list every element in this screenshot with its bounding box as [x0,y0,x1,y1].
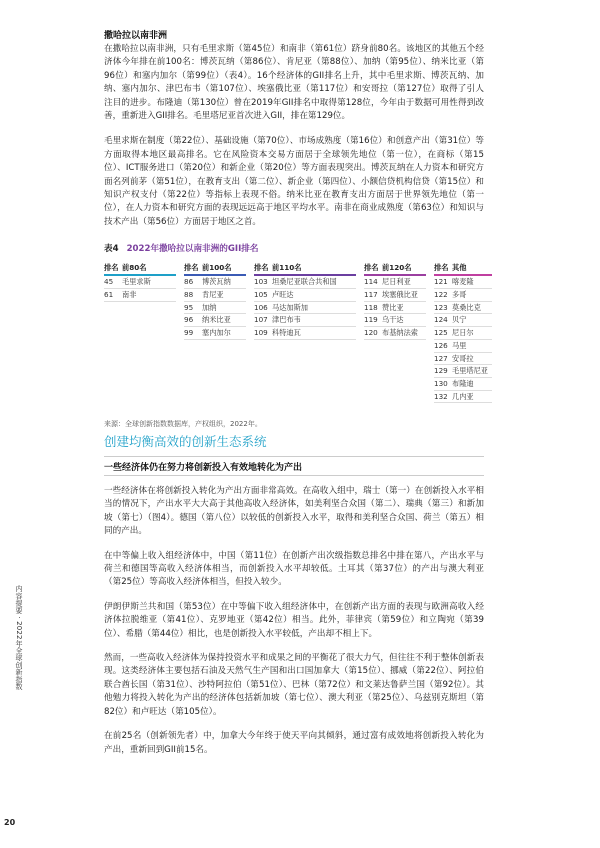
rank-cell: 117 [364,289,378,299]
economy-cell: 纳米比亚 [202,315,231,325]
economy-cell: 塞内加尔 [202,328,231,338]
table-row [364,314,426,327]
table-column [254,262,356,403]
table-row [104,276,176,289]
rank-cell: 119 [364,315,378,325]
subsection-heading: 一些经济体仍在努力将创新投入有效地转化为产出 [104,463,303,473]
rank-header: 排名 [254,263,269,273]
group-header: 前110名 [272,263,302,273]
table-row [364,327,426,340]
economy-cell: 加纳 [202,302,217,312]
economy-cell: 尼日尔 [452,328,474,338]
rank-cell: 121 [434,277,448,287]
rank-cell: 107 [254,315,268,325]
economy-cell: 毛里求斯 [122,277,151,287]
rank-cell: 122 [434,289,448,299]
table-row [434,378,492,391]
economy-cell: 几内亚 [452,391,474,401]
table-row [364,289,426,302]
section-paragraph: 然而，一些高收入经济体为保持投资水平和成果之间的平衡花了很大力气，但往往不利于整体创新表现。这类经济体主要包括石油及天然气生产国和出口国加拿大（第15位）、挪威（第22位）、阿拉伯联合酋长国（第31位）、沙特阿拉伯（第51位）、巴林（第72位）和文莱达鲁萨兰国（第92位）。其他勉力将投入转化为产出的经济体包括新加坡（第七位）、澳大利亚（第25位）、乌兹别克斯坦（第82位）和卢旺达（第105位）。 [104,653,484,717]
table-columns [104,262,488,403]
table-row [434,276,492,289]
economy-cell: 坦桑尼亚联合共和国 [272,277,337,287]
economy-cell: 安哥拉 [452,353,474,363]
page-sidebar [2,585,24,835]
table-row [434,327,492,340]
economy-cell: 赞比亚 [382,302,404,312]
table-column [364,262,426,403]
page-number: 20 [4,818,16,827]
table-row [434,391,492,404]
section-paragraph: 在前25名（创新领先者）中，加拿大今年终于使天平向其倾斜，通过富有成效地将创新投入转化为产出，重新回到GII前15名。 [104,731,484,755]
section-heading: 创建均衡高效的创新生态系统 [104,434,267,449]
region-heading: 撒哈拉以南非洲 [104,31,168,41]
economy-cell: 多哥 [452,289,467,299]
rank-cell: 95 [184,302,194,312]
rank-cell: 86 [184,277,194,287]
section-paragraph: 在中等偏上收入组经济体中，中国（第11位）在创新产出次级指数总排名中排在第八，产出水平与荷兰和德国等高收入经济体相当，而创新投入水平却较低。土耳其（第37位）的产出与澳大利亚（第25位）等高收入经济体相当，但投入较少。 [104,550,484,588]
region-paragraph-1: 在撒哈拉以南非洲，只有毛里求斯（第45位）和南非（第61位）跻身前80名。该地区的其他五个经济体今年排在前100名：博茨瓦纳（第86位）、肯尼亚（第88位）、加纳（第95位）、纳米比亚（第96位）和塞内加尔（第99位）（表4）。16个经济体的GII排名上升，其中毛里求斯、博茨瓦纳、加纳、塞内加尔、津巴布韦（第107位）、埃塞俄比亚（第117位）和安哥拉（第127位）取得了引人注目的进步。布隆迪（第130位）曾在2019年GII排名中取得第128位，今年由于数据可用性得到改善，重新进入GII排名。毛里塔尼亚首次进入GII，排在第129位。 [104,44,484,122]
table-row [184,327,246,340]
group-header: 其他 [452,263,467,273]
rank-header: 排名 [364,263,379,273]
economy-cell: 喀麦隆 [452,277,474,287]
table-row [184,276,246,289]
rank-cell: 114 [364,277,378,287]
rank-cell: 45 [104,277,114,287]
table-column-header [364,262,426,276]
rank-cell: 126 [434,340,448,350]
rank-cell: 123 [434,302,448,312]
economy-cell: 博茨瓦纳 [202,277,231,287]
economy-cell: 莫桑比克 [452,302,481,312]
group-header: 前80名 [122,263,147,273]
table-row [434,314,492,327]
economy-cell: 尼日利亚 [382,277,411,287]
economy-cell: 马里 [452,340,467,350]
rank-cell: 88 [184,289,194,299]
rank-cell: 106 [254,302,268,312]
table-column-header [104,262,176,276]
table-row [254,327,356,340]
economy-cell: 津巴布韦 [272,315,301,325]
rank-cell: 124 [434,315,448,325]
rank-header: 排名 [434,263,449,273]
rank-cell: 99 [184,328,194,338]
table-row [364,302,426,315]
economy-cell: 埃塞俄比亚 [382,289,418,299]
ranking-table [104,242,488,429]
economy-cell: 南非 [122,289,137,299]
table-column [104,262,176,403]
table-source: 来源：全球创新指数数据库，产权组织，2022年。 [104,420,262,429]
group-header: 前120名 [382,263,412,273]
rank-header: 排名 [184,263,199,273]
table-title: 2022年撒哈拉以南非洲的GII排名 [126,244,259,255]
table-number: 表4 [104,244,119,255]
rank-cell: 61 [104,289,114,299]
table-row [254,289,356,302]
table-row [254,314,356,327]
table-row [184,302,246,315]
economy-cell: 乌干达 [382,315,404,325]
table-row [184,314,246,327]
table-row [254,276,356,289]
section-body [104,485,484,757]
rank-cell: 125 [434,328,448,338]
rank-cell: 130 [434,378,448,388]
region-section [104,30,488,429]
running-title: 内容提要 · 2022年全球创新指数 [15,585,23,691]
section-paragraph: 一些经济体在将创新投入转化为产出方面非常高效。在高收入组中，瑞士（第一）在创新投入水平相当的情况下，产出水平大大高于其他高收入经济体，如美利坚合众国（第二）、瑞典（第三）和新加坡（第七）（图4）。德国（第八位）以较低的创新投入水平，取得和美利坚合众国、荷兰（第五）相同的产出。 [104,486,484,537]
table-row [364,276,426,289]
rank-cell: 129 [434,366,448,376]
table-column [434,262,492,403]
economy-cell: 毛里塔尼亚 [452,366,488,376]
table-row [254,302,356,315]
rank-cell: 127 [434,353,448,363]
group-header: 前100名 [202,263,232,273]
rank-header: 排名 [104,263,119,273]
table-row [434,365,492,378]
economy-cell: 贝宁 [452,315,467,325]
rank-cell: 103 [254,277,268,287]
table-row [104,289,176,302]
table-row [184,289,246,302]
rank-cell: 120 [364,328,378,338]
table-column-header [184,262,246,276]
rank-cell: 132 [434,391,448,401]
economy-cell: 布隆迪 [452,378,474,388]
divider [104,456,484,457]
table-column-header [434,262,492,276]
table-row [434,340,492,353]
economy-cell: 科特迪瓦 [272,328,301,338]
table-column-header [254,262,356,276]
table-row [434,302,492,315]
economy-cell: 肯尼亚 [202,289,224,299]
region-paragraph-2: 毛里求斯在制度（第22位）、基础设施（第70位）、市场成熟度（第16位）和创意产出（第31位）等方面取得本地区最高排名。它在风险资本交易方面居于全球领先地位（第一位），在商标（第15位）、ICT服务进口（第20位）和新企业（第20位）等方面表现突出。博茨瓦纳在人力资本和研究方面名列前茅（第51位），在教育支出（第二位）、新企业（第四位）、小额信贷机构信贷（第15位）和知识产权支付（第22位）等指标上表现不俗。纳米比亚在教育支出方面居于世界领先地位（第一位），在人力资本和研究方面的表现远远高于地区平均水平。南非在商业成熟度（第63位）和知识与技术产出（第56位）方面居于地区之首。 [104,136,484,227]
divider [104,475,484,476]
rank-cell: 118 [364,302,378,312]
rank-cell: 96 [184,315,194,325]
table-column [184,262,246,403]
economy-cell: 布基纳法索 [382,328,418,338]
table-row [434,353,492,366]
rank-cell: 109 [254,328,268,338]
table-caption [104,242,484,254]
rank-cell: 105 [254,289,268,299]
table-row [434,289,492,302]
section-paragraph: 伊朗伊斯兰共和国（第53位）在中等偏下收入组经济体中，在创新产出方面的表现与欧洲高收入经济体拉脱维亚（第41位）、克罗地亚（第42位）相当。此外，菲律宾（第59位）和立陶宛（第39位）、希腊（第44位）相比，也是创新投入水平较低，产出却不相上下。 [104,601,484,639]
economy-cell: 卢旺达 [272,289,294,299]
economy-cell: 马达加斯加 [272,302,308,312]
